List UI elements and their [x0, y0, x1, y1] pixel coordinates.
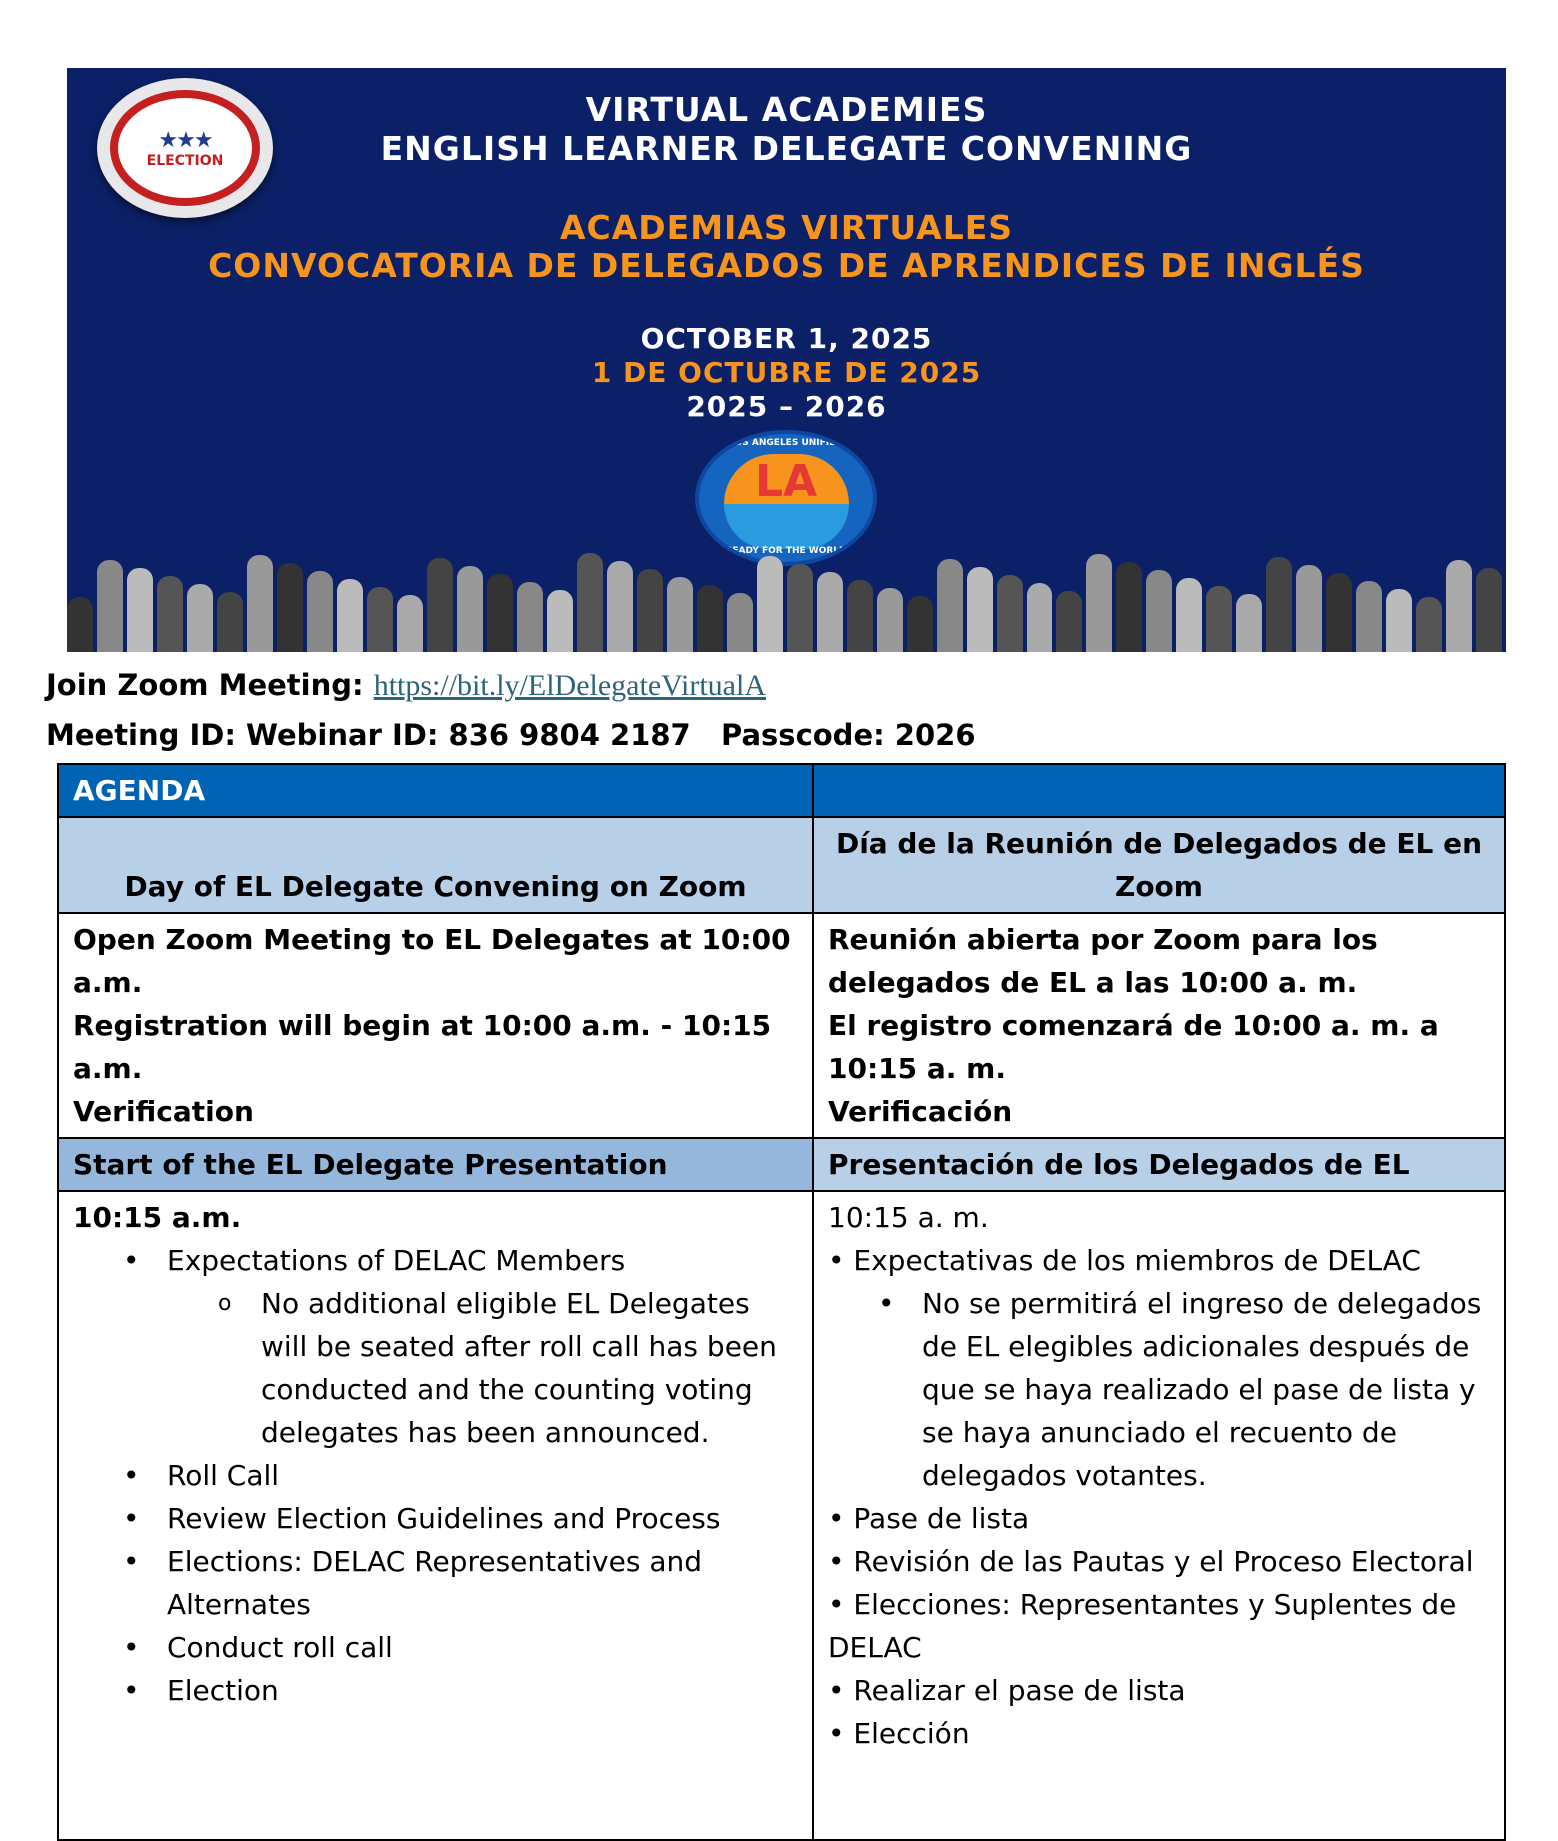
- hand-shape: [997, 575, 1023, 652]
- col-header-en: Day of EL Delegate Convening on Zoom: [58, 817, 813, 913]
- list-item: • Pase de lista: [828, 1502, 1030, 1535]
- lausd-logo: [695, 430, 877, 566]
- list-item: • Review Election Guidelines and Process: [73, 1497, 798, 1540]
- hand-shape: [937, 559, 963, 652]
- presentation-row: [58, 1191, 1505, 1840]
- years: 2025 – 2026: [686, 390, 887, 423]
- hand-shape: [817, 572, 843, 652]
- list-item: • Roll Call: [73, 1454, 798, 1497]
- hand-shape: [1416, 597, 1442, 652]
- logo-top-text: LOS ANGELES UNIFIED: [729, 438, 843, 448]
- hand-shape: [1446, 560, 1472, 652]
- col-header-es: Día de la Reunión de Delegados de EL en Zoom: [813, 817, 1505, 913]
- event-banner: [67, 68, 1506, 652]
- date-en: OCTOBER 1, 2025: [640, 322, 933, 355]
- hand-shape: [877, 588, 903, 652]
- list-item: • Expectations of DELAC Members: [73, 1239, 798, 1282]
- hand-shape: [187, 584, 213, 652]
- hand-shape: [667, 577, 693, 652]
- list-item: • Election: [73, 1669, 798, 1712]
- agenda-header-row: [58, 764, 1505, 817]
- hand-shape: [1086, 554, 1112, 652]
- list-item: • Realizar el pase de lista: [828, 1674, 1186, 1707]
- empty-header-cell: [813, 764, 1505, 817]
- hand-shape: [1027, 583, 1053, 652]
- hand-shape: [907, 596, 933, 652]
- open-es-line: El registro comenzará de 10:00 a. m. a 10:15 a. m.: [828, 1009, 1439, 1085]
- meeting-id: Meeting ID: Webinar ID: 836 9804 2187: [46, 718, 691, 752]
- title-es-2: CONVOCATORIA DE DELEGADOS DE APRENDICES DE INGLÉS: [208, 246, 1365, 285]
- hand-shape: [1206, 586, 1232, 652]
- title-en-2: ENGLISH LEARNER DELEGATE CONVENING: [380, 129, 1193, 168]
- date-es: 1 DE OCTUBRE DE 2025: [591, 356, 982, 389]
- time-en: 10:15 a.m.: [73, 1201, 242, 1234]
- section-row: [58, 1138, 1505, 1191]
- hand-shape: [1116, 562, 1142, 652]
- hand-shape: [97, 560, 123, 652]
- hand-shape: [727, 593, 753, 652]
- hand-shape: [1356, 581, 1382, 652]
- presentation-en: [58, 1191, 813, 1840]
- hand-shape: [157, 576, 183, 652]
- hand-shape: [607, 561, 633, 652]
- logo-mark: LA: [754, 456, 818, 507]
- opening-es: [813, 913, 1505, 1138]
- hand-shape: [787, 564, 813, 652]
- hand-shape: [1386, 589, 1412, 652]
- hand-shape: [1176, 578, 1202, 652]
- hand-shape: [337, 579, 363, 652]
- hand-shape: [1146, 570, 1172, 652]
- section-es: Presentación de los Delegados de EL: [813, 1138, 1505, 1191]
- hand-shape: [1236, 594, 1262, 652]
- time-es: 10:15 a. m.: [828, 1201, 989, 1234]
- join-label: Join Zoom Meeting:: [46, 668, 364, 702]
- opening-row: [58, 913, 1505, 1138]
- column-header-row: [58, 817, 1505, 913]
- open-es-line: Reunión abierta por Zoom para los delegados de EL a las 10:00 a. m.: [828, 923, 1378, 999]
- hand-shape: [847, 580, 873, 652]
- hand-shape: [427, 558, 453, 652]
- hand-shape: [637, 569, 663, 652]
- raised-hands-illustration: [67, 552, 1506, 652]
- hand-shape: [457, 566, 483, 652]
- list-item: • Elecciones: Representantes y Suplentes de DELAC: [828, 1588, 1457, 1664]
- opening-en: [58, 913, 813, 1138]
- title-en-1: VIRTUAL ACADEMIES: [585, 90, 988, 129]
- hand-shape: [1056, 591, 1082, 652]
- seal-text: ELECTION: [146, 152, 224, 169]
- stars-icon: ★★★: [158, 127, 212, 153]
- open-es-line: Verificación: [828, 1095, 1013, 1128]
- hand-shape: [577, 553, 603, 652]
- agenda-header: AGENDA: [58, 764, 813, 817]
- passcode: Passcode: 2026: [721, 718, 976, 752]
- open-en-line: Verification: [73, 1095, 254, 1128]
- sub-list-item: o No additional eligible EL Delegates will be seated after roll call has been conducted and the counting voting delegates has been announced.: [73, 1282, 798, 1454]
- meeting-id-line: [46, 718, 976, 752]
- hand-shape: [967, 567, 993, 652]
- sub-list-item: • No se permitirá el ingreso de delegados de EL elegibles adicionales después de que se haya realizado el pase de lista y se haya anunciado el recuento de delegados votantes.: [828, 1282, 1490, 1497]
- zoom-link[interactable]: https://bit.ly/ElDelegateVirtualA: [373, 669, 766, 702]
- hand-shape: [757, 556, 783, 652]
- hand-shape: [1326, 573, 1352, 652]
- hand-shape: [307, 571, 333, 652]
- open-en-line: Registration will begin at 10:00 a.m. - 10:15 a.m.: [73, 1009, 772, 1085]
- presentation-es: [813, 1191, 1505, 1840]
- hand-shape: [487, 574, 513, 652]
- list-item: • Elección: [828, 1717, 970, 1750]
- hand-shape: [1296, 565, 1322, 652]
- agenda-table: [57, 763, 1506, 1841]
- list-item: • Expectativas de los miembros de DELAC: [828, 1244, 1421, 1277]
- hand-shape: [127, 568, 153, 652]
- hand-shape: [1266, 557, 1292, 652]
- hand-shape: [67, 597, 93, 652]
- hand-shape: [1476, 568, 1502, 652]
- list-item: • Revisión de las Pautas y el Proceso Electoral: [828, 1545, 1474, 1578]
- hand-shape: [367, 587, 393, 652]
- section-en: Start of the EL Delegate Presentation: [58, 1138, 813, 1191]
- list-item: • Conduct roll call: [73, 1626, 798, 1669]
- hand-shape: [517, 582, 543, 652]
- hand-shape: [397, 595, 423, 652]
- hand-shape: [697, 585, 723, 652]
- list-item: • Elections: DELAC Representatives and Alternates: [73, 1540, 798, 1626]
- logo-bottom-text: READY FOR THE WORLD: [725, 546, 847, 556]
- hand-shape: [217, 592, 243, 652]
- hand-shape: [277, 563, 303, 652]
- hand-shape: [547, 590, 573, 652]
- title-es-1: ACADEMIAS VIRTUALES: [559, 208, 1014, 247]
- open-en-line: Open Zoom Meeting to EL Delegates at 10:00 a.m.: [73, 923, 791, 999]
- join-line: [46, 668, 766, 703]
- hand-shape: [247, 555, 273, 652]
